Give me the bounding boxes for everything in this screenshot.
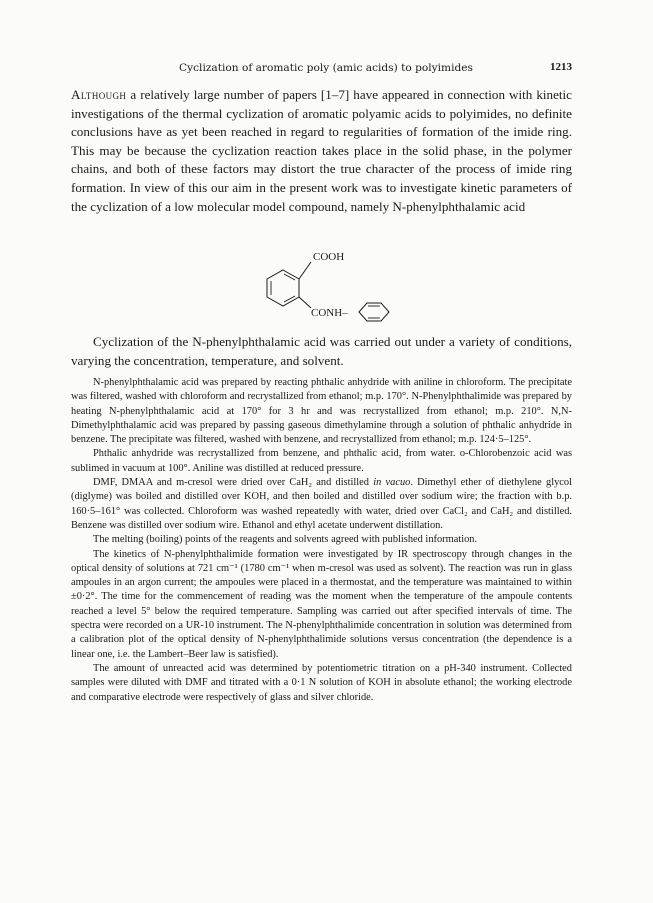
exp-paragraph-4: The melting (boiling) points of the reagents and solvents agreed with published information. (93, 534, 478, 546)
experimental-section (71, 376, 572, 705)
exp-paragraph-2: Phthalic anhydride was recrystallized from benzene, and phthalic acid, from water. o-Chlorobenzoic acid was sublimed in vacuum at 100°. Aniline was distilled at reduced pressure. (71, 448, 572, 474)
cyclization-conditions-text: Cyclization of the N-phenylphthalamic acid was carried out under a variety of conditions, varying the concentration, temperature, and solvent. (71, 334, 572, 368)
exp-paragraph-3 (71, 476, 572, 533)
intro-text: a relatively large number of papers [1–7] have appeared in connection with kinetic investigations of the thermal cyclization of aromatic polyamic acids to polyimides, no definite conclusions have as yet been reached in regard to regularities of formation of the imide ring. This may be because the cyclization reaction takes place in the solid phase, in the polymer chains, and both of these factors may distort the true character of the process of imide ring formation. In view of this our aim in the present work was to investigate kinetic parameters of the cyclization of a low molecular model compound, namely N-phenylphthalamic acid (71, 87, 572, 214)
label-cooh: COOH (313, 251, 345, 263)
bond-conh (299, 297, 311, 308)
running-header (80, 62, 572, 74)
benzene-ring-left (267, 270, 299, 306)
phenylphthalamic-acid-structure (255, 250, 395, 328)
exp-paragraph-6: The amount of unreacted acid was determined by potentiometric titration on a pH-340 instrument. Collected samples were diluted with DMF and titrated with a 0·1 N solution of KOH in absolute ethanol; the working electrode and comparative electrode were respectively of glass and silver chloride. (71, 662, 572, 703)
bond-cooh (299, 262, 311, 279)
exp-3-text-a: DMF, DMAA and m-cresol were dried over CaH₂ and distilled (93, 477, 374, 489)
exp-paragraph-5: The kinetics of N-phenylphthalimide formation were investigated by IR spectroscopy through changes in the optical density of solutions at 721 cm⁻¹ (1780 cm⁻¹ when m-cresol was used as solvent). The reaction was run in glass ampoules in an argon current; the ampoules were placed in a thermostat, and the temperature was maintained to within ±0·2°. The time for the commencement of reading was the moment when the temperature of the ampoule contents reached a level 5° below the required temperature. Sampling was carried out after specified intervals of time. The spectra were recorded on a UR-10 instrument. The N-phenylphthalimide concentration in solution was determined from a calibration plot of the optical density of N-phenylphthalimide solutions versus concentration (the dependence is a linear one, i.e. the Lambert–Beer law is satisfied). (71, 548, 572, 660)
chemical-structure (255, 250, 395, 328)
lead-word: Although (71, 87, 127, 102)
exp-paragraph-1: N-phenylphthalamic acid was prepared by reacting phthalic anhydride with aniline in chloroform. The precipitate was filtered, washed with chloroform and recrystallized from ethanol; m.p. 170°. N-Phenylphthalimide was prepared by heating N-phenylphthalamic acid at 170° for 3 hr and was recrystallized from ethanol; m.p. 210°. N,N-Dimethylphthalamic acid was prepared by passing gaseous dimethylamine through a solution of phthalic anhydride in benzene. The precipitate was filtered, washed with benzene, and recrystallized from ethanol; m.p. 124·5–125°. (71, 377, 572, 446)
intro-paragraph (71, 86, 572, 216)
exp-3-text-b: . Dimethyl ether of diethylene glycol (diglyme) was boiled and distilled over KOH, and then boiled and distilled over sodium wire; the fraction with b.p. 160·5–161° was collected. Chloroform was washed repeatedly with water, dried over CaCl₂ and CaH₂ and distilled. Benzene was distilled over sodium wire. Ethanol and ethyl acetate underwent distillation. (71, 477, 572, 531)
body-paragraph (71, 333, 572, 370)
label-conh: CONH– (311, 307, 348, 319)
running-title: Cyclization of aromatic poly (amic acids) to polyimides (179, 62, 473, 74)
page-number: 1213 (550, 61, 572, 73)
exp-3-italic: in vacuo (373, 477, 411, 489)
